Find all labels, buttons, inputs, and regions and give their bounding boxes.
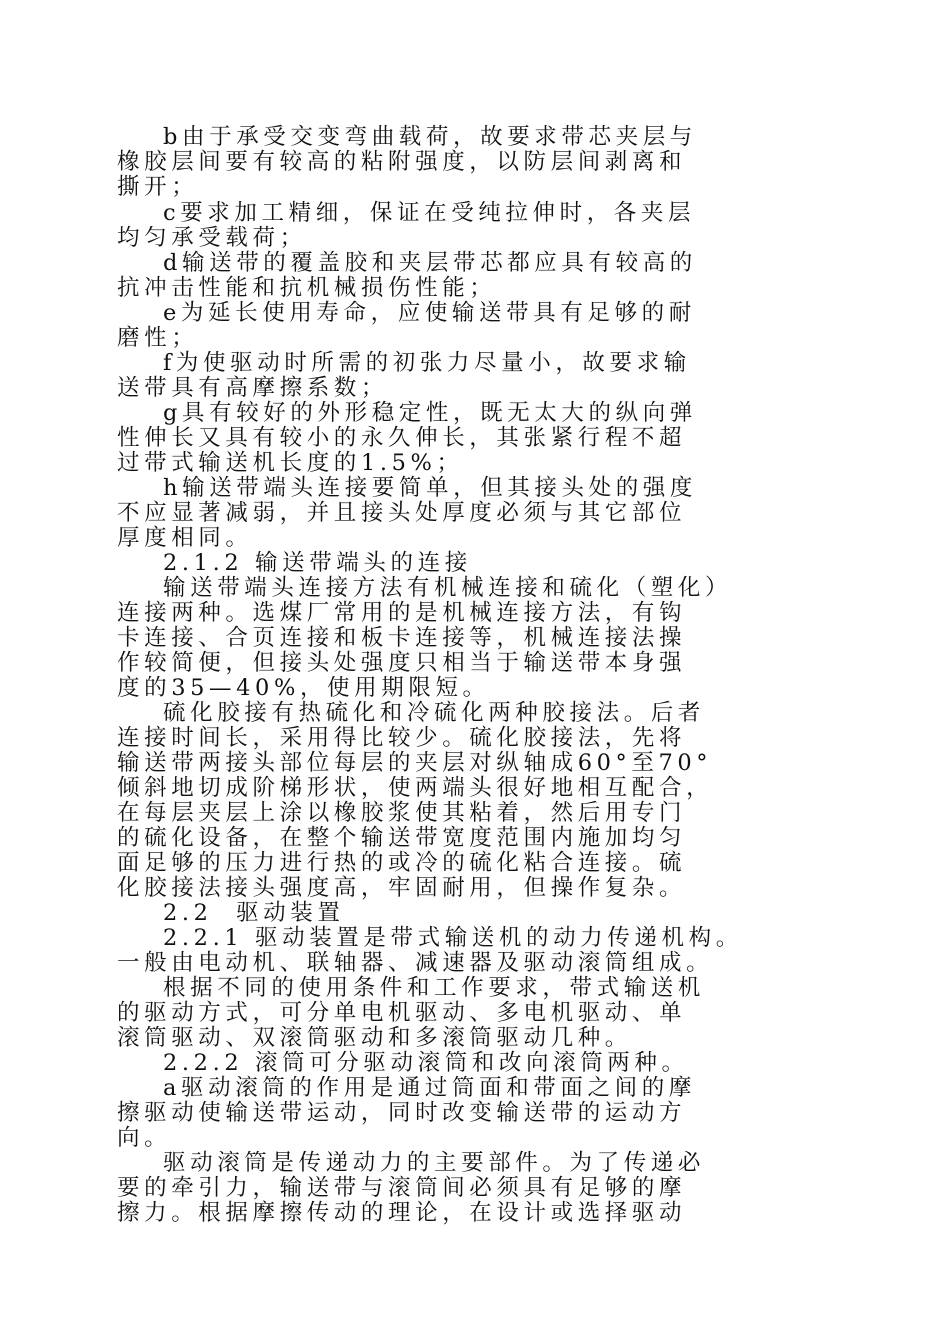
text-line: g具有较好的外形稳定性，既无太大的纵向弹 xyxy=(163,400,697,426)
text-line: 倾斜地切成阶梯形状，使两端头很好地相互配合， xyxy=(117,775,714,801)
text-line: f为使驱动时所需的初张力尽量小，故要求输 xyxy=(163,350,691,376)
text-line: 撕开； xyxy=(117,174,199,200)
text-line: 过带式输送机长度的1.5%； xyxy=(117,450,464,476)
text-line: d输送带的覆盖胶和夹层带芯都应具有较高的 xyxy=(163,250,697,276)
text-line: e为延长使用寿命，应使输送带具有足够的耐 xyxy=(163,300,696,326)
text-line: 均匀承受载荷； xyxy=(117,225,307,251)
section-heading: 2.2.2 滚筒可分驱动滚筒和改向滚筒两种。 xyxy=(163,1050,689,1076)
text-line: 作较简便，但接头处强度只相当于输送带本身强 xyxy=(117,650,687,676)
text-line: c要求加工精细，保证在受纯拉伸时，各夹层 xyxy=(163,200,696,226)
text-line: 连接两种。选煤厂常用的是机械连接方法，有钩 xyxy=(117,600,687,626)
text-line: 2.2.1 驱动装置是带式输送机的动力传递机构。 xyxy=(163,925,743,951)
text-line: 性伸长又具有较小的永久伸长，其张紧行程不超 xyxy=(117,425,687,451)
text-line: 不应显著减弱，并且接头处厚度必须与其它部位 xyxy=(117,500,687,526)
text-line: 面足够的压力进行热的或冷的硫化粘合连接。硫 xyxy=(117,850,687,876)
text-line: 化胶接法接头强度高，牢固耐用，但操作复杂。 xyxy=(117,875,687,901)
text-line: 抗冲击性能和抗机械损伤性能； xyxy=(117,275,497,301)
text-line: 厚度相同。 xyxy=(117,525,253,551)
text-line: 硫化胶接有热硫化和冷硫化两种胶接法。后者 xyxy=(163,700,706,726)
text-line: 滚筒驱动、双滚筒驱动和多滚筒驱动几种。 xyxy=(117,1025,632,1051)
text-line: 一般由电动机、联轴器、减速器及驱动滚筒组成。 xyxy=(117,950,714,976)
text-line: a驱动滚筒的作用是通过筒面和带面之间的摩 xyxy=(163,1075,696,1101)
text-line: 擦力。根据摩擦传动的理论，在设计或选择驱动 xyxy=(117,1200,687,1226)
text-line: 橡胶层间要有较高的粘附强度，以防层间剥离和 xyxy=(117,149,687,175)
text-line: 在每层夹层上涂以橡胶浆使其粘着，然后用专门 xyxy=(117,800,687,826)
text-line: 卡连接、合页连接和板卡连接等，机械连接法操 xyxy=(117,625,687,651)
text-line: 根据不同的使用条件和工作要求，带式输送机 xyxy=(163,975,706,1001)
text-line: 的硫化设备，在整个输送带宽度范围内施加均匀 xyxy=(117,825,687,851)
text-line: 连接时间长，采用得比较少。硫化胶接法，先将 xyxy=(117,725,687,751)
section-heading: 2.1.2 输送带端头的连接 xyxy=(163,550,472,576)
text-line: 向。 xyxy=(117,1125,172,1151)
text-line: 度的35—40%，使用期限短。 xyxy=(117,675,490,701)
text-line: 的驱动方式，可分单电机驱动、多电机驱动、单 xyxy=(117,1000,687,1026)
text-line: 驱动滚筒是传递动力的主要部件。为了传递必 xyxy=(163,1150,706,1176)
section-heading: 2.2 驱动装置 xyxy=(163,900,345,926)
text-line: 要的牵引力，输送带与滚筒间必须具有足够的摩 xyxy=(117,1175,687,1201)
text-line: 输送带端头连接方法有机械连接和硫化（塑化） xyxy=(163,575,733,601)
text-line: b由于承受交变弯曲载荷，故要求带芯夹层与 xyxy=(163,124,697,150)
text-line: 磨性； xyxy=(117,325,199,351)
text-line: 输送带两接头部位每层的夹层对纵轴成60°至70° xyxy=(117,750,713,776)
text-line: 送带具有高摩擦系数； xyxy=(117,375,389,401)
text-line: h输送带端头连接要简单，但其接头处的强度 xyxy=(163,475,697,501)
text-line: 擦驱动使输送带运动，同时改变输送带的运动方 xyxy=(117,1100,687,1126)
